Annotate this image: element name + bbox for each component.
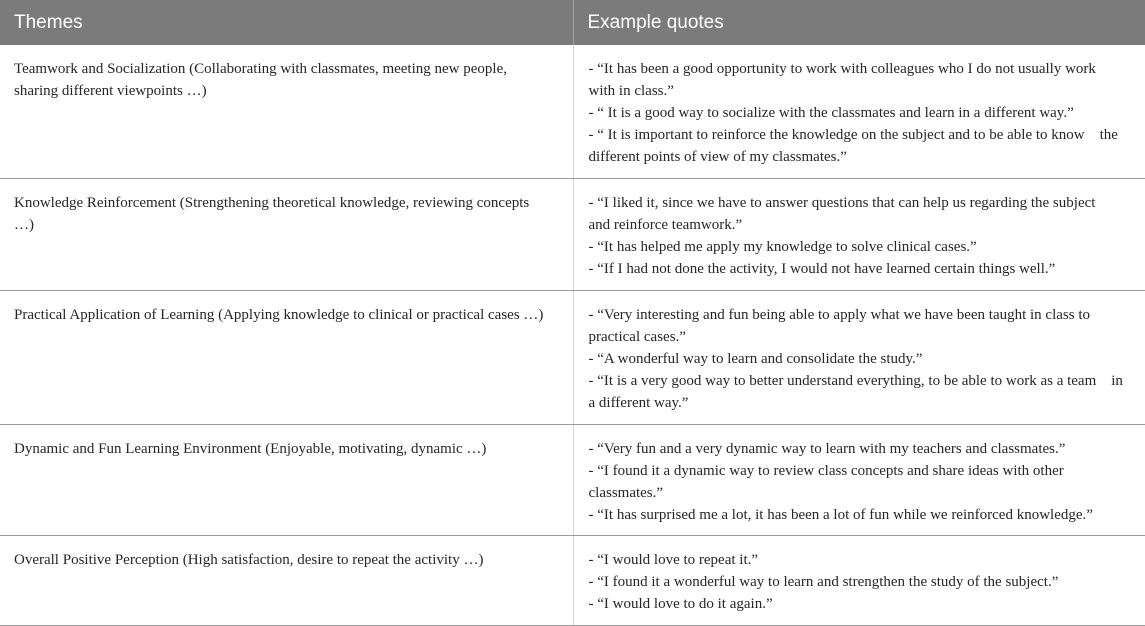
theme-cell: Teamwork and Socialization (Collaborating with classmates, meeting new people, sharing different viewpoints …) [0,45,573,178]
quote: - “ It is a good way to socialize with the classmates and learn in a different way.” [588,105,1074,121]
quotes-cell [573,424,1145,535]
quote: - “It is a very good way to better understand everything, to be able to work as a team in a different way.” [588,372,1123,411]
table-row [0,45,1145,178]
table-row [0,424,1145,535]
quotes-cell [573,535,1145,625]
quote: - “It has been a good opportunity to work with colleagues who I do not usually work with in class.” [588,61,1111,99]
table-body [0,45,1145,625]
table-row [0,535,1145,625]
quote: - “If I had not done the activity, I would not have learned certain things well.” [588,260,1056,277]
theme-cell: Overall Positive Perception (High satisfaction, desire to repeat the activity …) [0,535,573,625]
quote: - “Very fun and a very dynamic way to learn with my teachers and classmates.” [588,440,1066,457]
theme-cell: Practical Application of Learning (Applying knowledge to clinical or practical cases …) [0,290,573,424]
quote: - “A wonderful way to learn and consolidate the study.” [588,350,923,367]
quote: - “ It is important to reinforce the knowledge on the subject and to be able to know the different points of view of my classmates.” [588,127,1118,165]
quote: - “I found it a wonderful way to learn and strengthen the study of the subject.” [588,573,1059,590]
quote: - “Very interesting and fun being able to apply what we have been taught in class to practical cases.” [588,306,1106,345]
theme-cell: Knowledge Reinforcement (Strengthening theoretical knowledge, reviewing concepts …) [0,178,573,290]
quotes-cell [573,178,1145,290]
header-example-quotes: Example quotes [573,0,1145,45]
quote: - “I would love to repeat it.” [588,551,759,568]
table-header [0,0,1145,45]
quotes-cell [573,45,1145,178]
table-row [0,290,1145,424]
quote: - “I would love to do it again.” [588,595,773,612]
quote: - “I liked it, since we have to answer questions that can help us regarding the subject and reinforce teamwork.” [588,194,1111,233]
quote: - “It has helped me apply my knowledge to solve clinical cases.” [588,238,977,255]
quote: - “I found it a dynamic way to review class concepts and share ideas with other classmates.” [588,462,1079,501]
quotes-cell [573,290,1145,424]
header-row [0,0,1145,45]
header-themes: Themes [0,0,573,45]
table-row [0,178,1145,290]
quote: - “It has surprised me a lot, it has been a lot of fun while we reinforced knowledge.” [588,506,1093,523]
theme-cell: Dynamic and Fun Learning Environment (Enjoyable, motivating, dynamic …) [0,424,573,535]
